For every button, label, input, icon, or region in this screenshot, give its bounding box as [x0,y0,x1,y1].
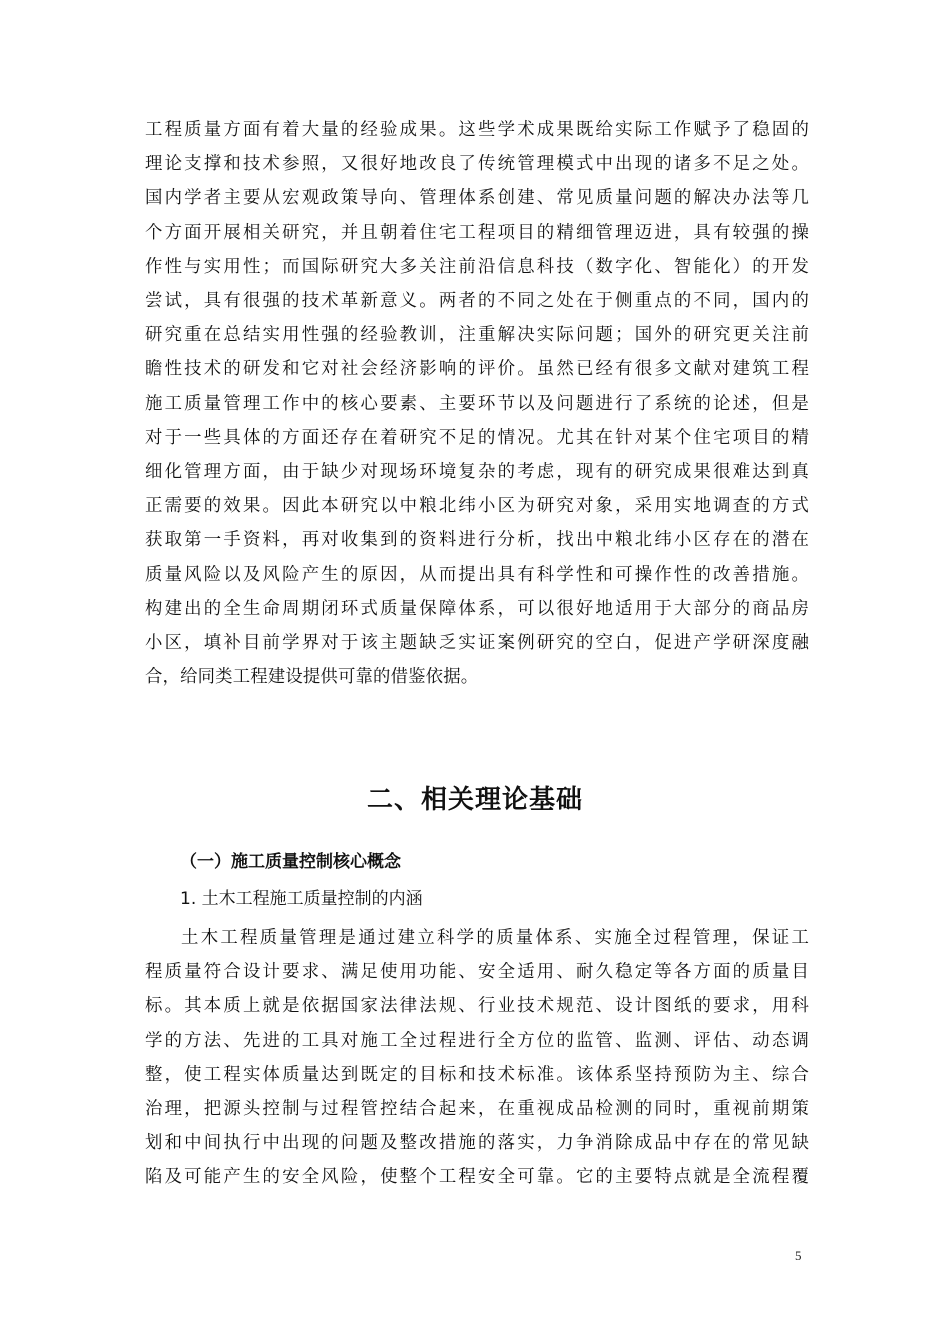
text-line: 程质量符合设计要求、满足使用功能、安全适用、耐久稳定等各方面的质量目 [145,962,809,983]
text-line: 研究重在总结实用性强的经验教训，注重解决实际问题；国外的研究更关注前 [145,325,809,346]
text-line: 陷及可能产生的安全风险，使整个工程安全可靠。它的主要特点就是全流程覆 [145,1167,809,1188]
text-line: 整，使工程实体质量达到既定的目标和技术标准。该体系坚持预防为主、综合 [145,1064,809,1085]
text-line: 国内学者主要从宏观政策导向、管理体系创建、常见质量问题的解决办法等几 [145,188,809,209]
subheading-level-2: 1. 土木工程施工质量控制的内涵 [180,889,423,909]
text-line: 划和中间执行中出现的问题及整改措施的落实，力争消除成品中存在的常见缺 [145,1133,809,1154]
text-line: 尝试，具有很强的技术革新意义。两者的不同之处在于侧重点的不同，国内的 [145,291,809,312]
text-line: 标。其本质上就是依据国家法律法规、行业技术规范、设计图纸的要求，用科 [145,996,809,1017]
text-line: 对于一些具体的方面还存在着研究不足的情况。尤其在针对某个住宅项目的精 [145,427,809,448]
page-number: 5 [795,1248,802,1263]
text-line: 治理，把源头控制与过程管控结合起来，在重视成品检测的同时，重视前期策 [145,1099,809,1120]
body-paragraph-top [145,113,809,694]
text-line: 正需要的效果。因此本研究以中粮北纬小区为研究对象，采用实地调查的方式 [145,496,809,517]
text-line: 理论支撑和技术参照，又很好地改良了传统管理模式中出现的诸多不足之处。 [145,154,809,175]
text-line: 作性与实用性；而国际研究大多关注前沿信息科技（数字化、智能化）的开发 [145,256,809,277]
text-line: 获取第一手资料，再对收集到的资料进行分析，找出中粮北纬小区存在的潜在 [145,530,809,551]
text-line: 学的方法、先进的工具对施工全过程进行全方位的监管、监测、评估、动态调 [145,1030,809,1051]
text-line: 细化管理方面，由于缺少对现场环境复杂的考虑，现有的研究成果很难达到真 [145,462,809,483]
text-line: 施工质量管理工作中的核心要素、主要环节以及问题进行了系统的论述，但是 [145,393,809,414]
text-line: 合，给同类工程建设提供可靠的借鉴依据。 [145,667,479,688]
subheading-level-1: （一）施工质量控制核心概念 [180,852,401,872]
text-line: 个方面开展相关研究，并且朝着住宅工程项目的精细管理迈进，具有较强的操 [145,222,809,243]
section-heading: 二、相关理论基础 [366,785,583,815]
text-line: 质量风险以及风险产生的原因，从而提出具有科学性和可操作性的改善措施。 [145,564,809,585]
text-line: 小区，填补目前学界对于该主题缺乏实证案例研究的空白，促进产学研深度融 [145,633,809,654]
text-line: 瞻性技术的研发和它对社会经济影响的评价。虽然已经有很多文献对建筑工程 [145,359,809,380]
text-line: 土木工程质量管理是通过建立科学的质量体系、实施全过程管理，保证工 [181,928,809,948]
text-line: 构建出的全生命周期闭环式质量保障体系，可以很好地适用于大部分的商品房 [145,598,809,619]
text-line: 工程质量方面有着大量的经验成果。这些学术成果既给实际工作赋予了稳固的 [145,120,809,140]
body-paragraph-bottom [145,921,809,1195]
